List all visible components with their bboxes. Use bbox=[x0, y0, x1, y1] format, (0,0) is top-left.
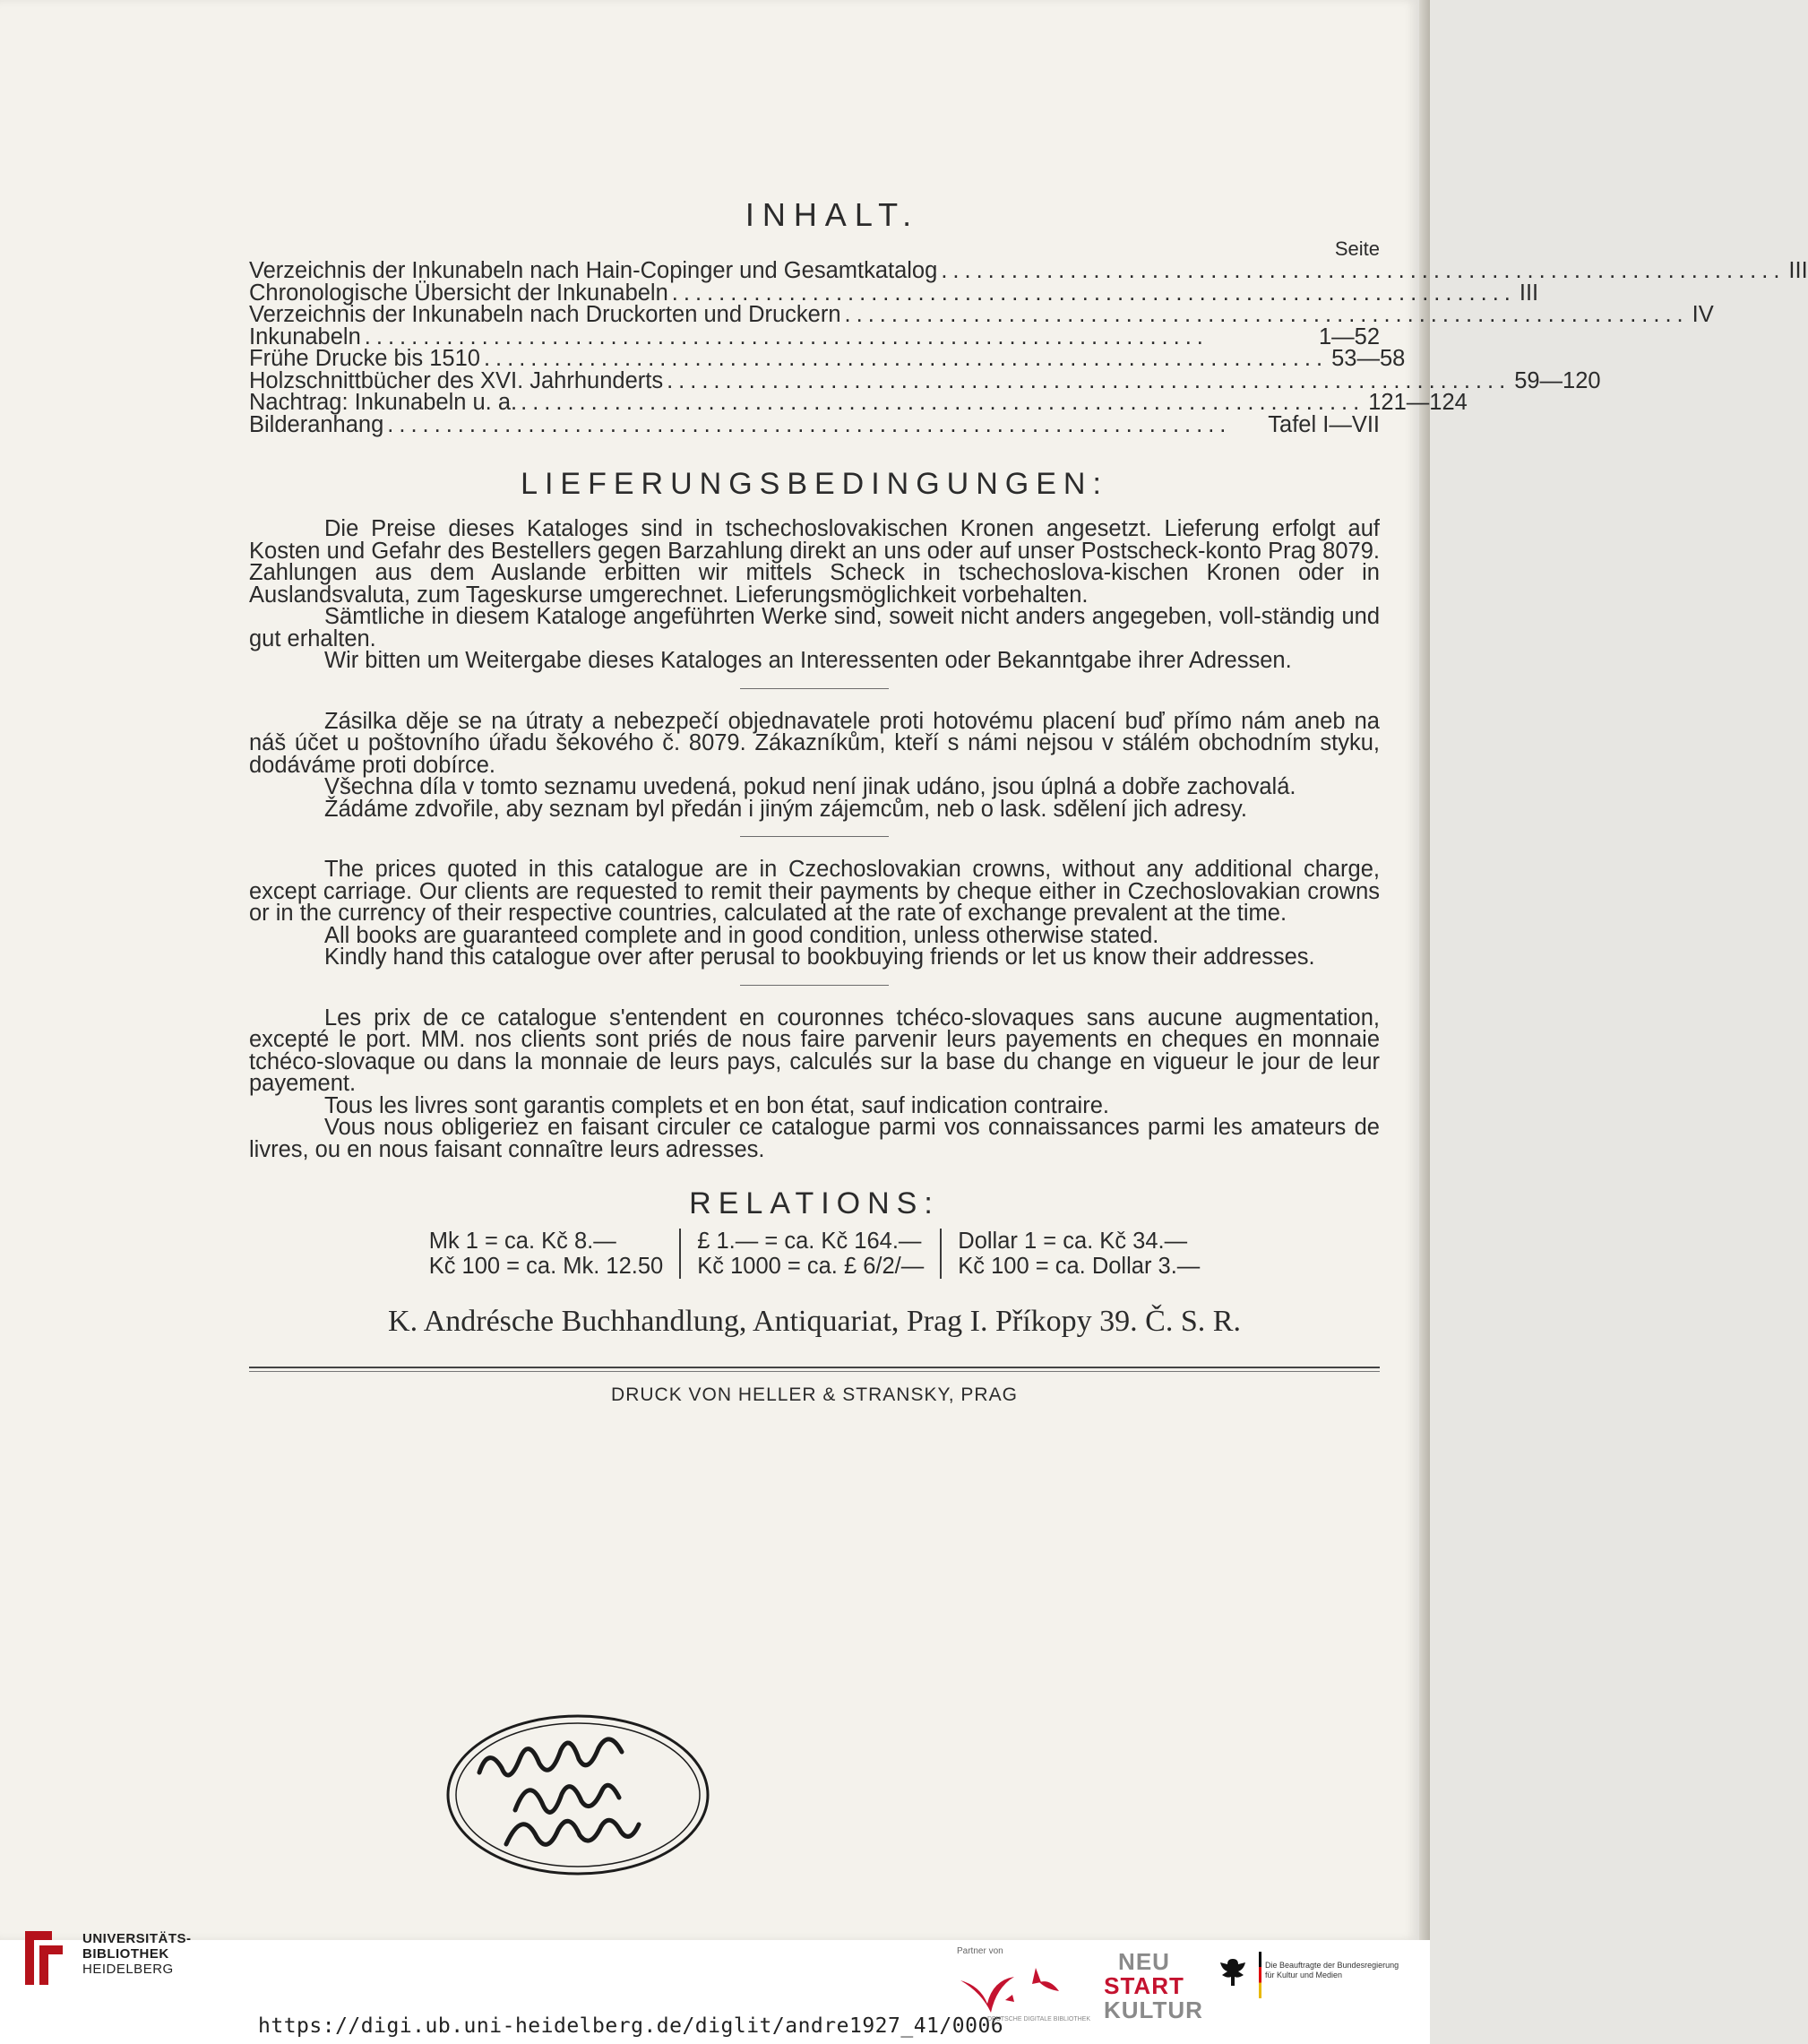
neustart-kultur-logo[interactable] bbox=[1104, 1948, 1203, 2035]
rate-line: £ 1.— = ca. Kč 164.— bbox=[697, 1229, 922, 1254]
terms-french bbox=[249, 1007, 1380, 1161]
terms-en-paragraph: The prices quoted in this catalogue are in Czechoslovakian crowns, without any additional charge, except carriage. Our clients are requested to remit their payments by cheque either in Czechoslovakian crowns or in the currency of their respective countries, calculated at the rate of exchange prevalent at the time. bbox=[249, 857, 1380, 926]
toc-row bbox=[249, 390, 1468, 415]
terms-czech bbox=[249, 708, 1380, 822]
seite-label: Seite bbox=[1334, 237, 1380, 260]
toc-dots: ........................................................................ bbox=[667, 367, 1511, 393]
terms-de-paragraph: Die Preise dieses Kataloges sind in tschechoslovakischen Kronen angesetzt. Lieferung erfolgt auf Kosten und Gefahr des Bestellers gegen Barzahlung direkt an uns oder auf unser Postscheck-konto Prag 8079. Zahlungen aus dem Auslande erbitten wir mittels Scheck in tschechoslova-kischen Kronen oder in Auslandsvaluta, zum Tageskurse umgerechnet. Lieferungsmöglichkeit vorbehalten. bbox=[249, 516, 1380, 608]
toc-row bbox=[249, 323, 1380, 349]
toc-title: Frühe Drucke bis 1510 bbox=[249, 346, 480, 371]
ub-heidelberg-name[interactable] bbox=[82, 1931, 192, 1977]
toc-title: Verzeichnis der Inkunabeln nach Druckorten und Druckern bbox=[249, 302, 841, 327]
neustart-word: KULTUR bbox=[1104, 1997, 1203, 2023]
bkm-label[interactable]: Die Beauftragte der Bundesregierung für Kultur und Medien bbox=[1265, 1961, 1399, 1979]
terms-en-paragraph: All books are guaranteed complete and in good condition, unless otherwise stated. bbox=[324, 922, 1159, 948]
toc-title: Nachtrag: Inkunabeln u. a. bbox=[249, 390, 518, 415]
terms-german bbox=[249, 518, 1380, 672]
toc-page: III bbox=[1788, 258, 1808, 283]
toc-dots: ........................................................................ bbox=[844, 302, 1689, 327]
relations-heading: RELATIONS: bbox=[689, 1186, 940, 1220]
publisher-line: K. Andrésche Buchhandlung, Antiquariat, Prag I. Příkopy 39. Č. S. R. bbox=[388, 1305, 1241, 1338]
printer-line: DRUCK VON HELLER & STRANSKY, PRAG bbox=[611, 1384, 1018, 1405]
toc-page: IV bbox=[1692, 302, 1714, 327]
separator-line bbox=[740, 688, 889, 689]
toc-dots: ........................................................................ bbox=[521, 390, 1365, 415]
rates-column-dollar bbox=[940, 1229, 1216, 1279]
ub-name-line: UNIVERSITÄTS- bbox=[82, 1931, 192, 1946]
toc-page: 53—58 bbox=[1331, 346, 1406, 371]
terms-fr-paragraph: Vous nous obligeriez en faisant circuler ce catalogue parmi vos connaissances parmi les amateurs de livres, ou en nous faisant connaître leurs adresses. bbox=[249, 1115, 1380, 1162]
toc-title: Chronologische Übersicht der Inkunabeln bbox=[249, 280, 668, 306]
permalink-url[interactable]: https://digi.ub.uni-heidelberg.de/diglit/andre1927_41/0006 bbox=[258, 2014, 1004, 2038]
toc-row bbox=[249, 411, 1380, 437]
toc-dots: ........................................................................ bbox=[941, 258, 1786, 283]
toc-row bbox=[249, 346, 1406, 371]
toc-row bbox=[249, 302, 1714, 327]
toc-page: III bbox=[1519, 280, 1539, 306]
toc-page: 121—124 bbox=[1368, 390, 1468, 415]
terms-cs-paragraph: Všechna díla v tomto seznamu uvedená, pokud není jinak udáno, jsou úplná a dobře zachovalá. bbox=[324, 774, 1296, 799]
toc-dots: ........................................................................ bbox=[387, 411, 1232, 437]
terms-fr-paragraph: Les prix de ce catalogue s'entendent en couronnes tchéco-slovaques sans aucune augmentation, excepté le port. MM. nos clients sont priés de nous faire parvenir leurs payements en cheques en monnaie tchéco-slovaque ou dans la monnaie de leurs pays, calculés sur la base du change en vigueur le jour de leur payement. bbox=[249, 1005, 1380, 1096]
neustart-word: START bbox=[1104, 1972, 1184, 1999]
terms-english bbox=[249, 858, 1380, 969]
federal-eagle-icon[interactable] bbox=[1215, 1955, 1251, 1991]
double-rule-thin bbox=[249, 1371, 1380, 1372]
terms-de-paragraph: Wir bitten um Weitergabe dieses Kataloges an Interessenten oder Bekanntgabe ihrer Adressen. bbox=[324, 648, 1292, 673]
terms-fr-paragraph: Tous les livres sont garantis complets et en bon état, sauf indication contraire. bbox=[324, 1092, 1109, 1118]
ub-heidelberg-logo-icon[interactable] bbox=[16, 1922, 70, 1994]
toc-dots: ........................................................................ bbox=[483, 346, 1329, 371]
neustart-word: NEU bbox=[1118, 1948, 1170, 1975]
lieferung-heading: LIEFERUNGSBEDINGUNGEN: bbox=[521, 467, 1108, 501]
terms-cs-paragraph: Zásilka děje se na útraty a nebezpečí objednavatele proti hotovému placení buď přímo nám aneb na náš účet u poštovního úřadu šekového č. 8079. Zákazníkům, kteří s námi nejsou v stálém obchodním styku, dodáváme proti dobírce. bbox=[249, 708, 1380, 778]
terms-cs-paragraph: Žádáme zdvořile, aby seznam byl předán i jiným zájemcům, neb o lask. sdělení jich adresy. bbox=[324, 796, 1247, 822]
rate-line: Kč 100 = ca. Mk. 12.50 bbox=[428, 1254, 664, 1279]
separator-line bbox=[740, 836, 889, 837]
partner-label: Partner von bbox=[957, 1946, 1003, 1956]
toc-row bbox=[249, 258, 1808, 283]
toc-title: Bilderanhang bbox=[249, 411, 384, 437]
toc-list bbox=[249, 258, 1808, 437]
toc-title: Verzeichnis der Inkunabeln nach Hain-Copinger und Gesamtkatalog bbox=[249, 258, 938, 283]
terms-de-paragraph: Sämtliche in diesem Kataloge angeführten Werke sind, soweit nicht anders angegeben, voll-ständig und gut erhalten. bbox=[249, 604, 1380, 651]
library-stamp bbox=[443, 1710, 712, 1880]
toc-dots: ........................................................................ bbox=[671, 280, 1516, 306]
rates-column-mark bbox=[413, 1229, 680, 1279]
toc-page: Tafel I—VII bbox=[1268, 411, 1380, 437]
rate-line: Dollar 1 = ca. Kč 34.— bbox=[958, 1229, 1188, 1254]
rates-column-pound bbox=[679, 1229, 940, 1279]
rate-line: Kč 1000 = ca. £ 6/2/— bbox=[697, 1254, 925, 1279]
flag-bar bbox=[1259, 1952, 1261, 1998]
ub-name-line: HEIDELBERG bbox=[82, 1962, 174, 1977]
rate-line: Mk 1 = ca. Kč 8.— bbox=[428, 1229, 616, 1254]
toc-row bbox=[249, 367, 1601, 393]
inhalt-heading: INHALT. bbox=[745, 196, 920, 233]
rate-line: Kč 100 = ca. Dollar 3.— bbox=[958, 1254, 1201, 1279]
double-rule bbox=[249, 1367, 1380, 1368]
terms-en-paragraph: Kindly hand this catalogue over after perusal to bookbuying friends or let us know their addresses. bbox=[324, 944, 1315, 970]
toc-title: Holzschnittbücher des XVI. Jahrhunderts bbox=[249, 367, 664, 393]
toc-dots: ........................................................................ bbox=[364, 323, 1209, 349]
toc-page: 59—120 bbox=[1514, 367, 1601, 393]
toc-title: Inkunabeln bbox=[249, 323, 361, 349]
ub-name-line: BIBLIOTHEK bbox=[82, 1946, 169, 1962]
toc-row bbox=[249, 280, 1539, 306]
page-content bbox=[249, 196, 1808, 1407]
toc-page: 1—52 bbox=[1318, 323, 1380, 349]
exchange-rates-table bbox=[249, 1229, 1380, 1279]
separator-line bbox=[740, 985, 889, 986]
ddb-label: DEUTSCHE DIGITALE BIBLIOTHEK bbox=[987, 2016, 1091, 2022]
